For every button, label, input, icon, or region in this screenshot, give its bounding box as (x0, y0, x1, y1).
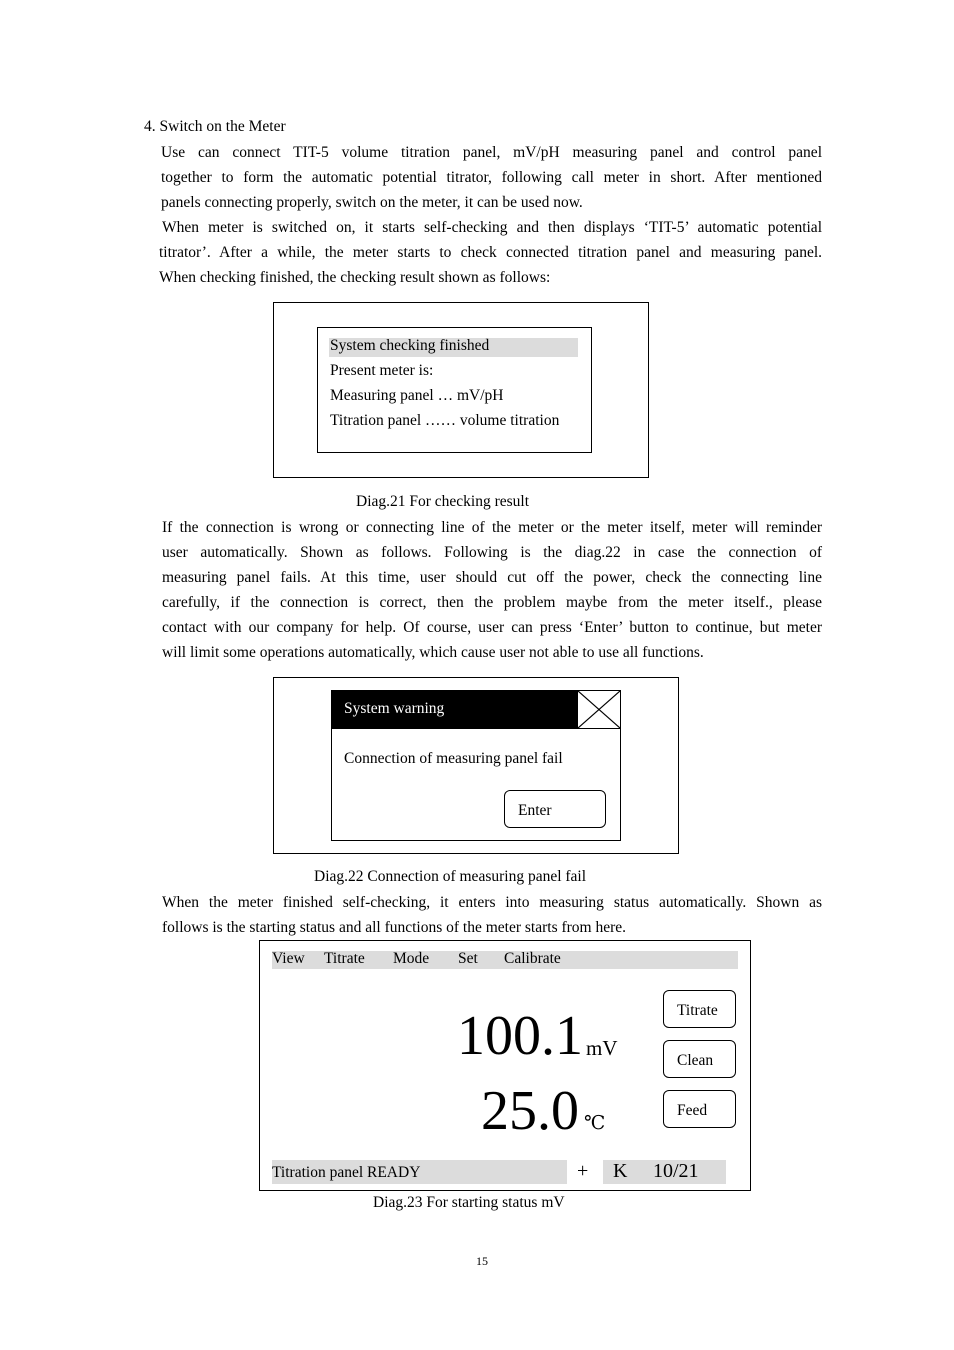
page-number: 15 (476, 1254, 488, 1268)
menu-calibrate[interactable]: Calibrate (504, 950, 561, 967)
titrate-button-label: Titrate (677, 1002, 718, 1019)
text-line: carefully, if the connection is correct, then the problem maybe from the meter itself., please (162, 594, 822, 611)
menu-mode[interactable]: Mode (393, 950, 430, 967)
date-value: 10/21 (653, 1160, 699, 1182)
plus-sign: + (577, 1160, 589, 1182)
paragraph-2 (159, 215, 822, 290)
text-line: If the connection is wrong or connecting line of the meter or the meter itself, meter will reminder (162, 519, 822, 536)
status-text: Titration panel READY (272, 1164, 421, 1181)
mv-reading: 100.1 (457, 1005, 583, 1067)
text-line: contact with our company for help. Of course, user can press ‘Enter’ button to continue, but meter (162, 619, 822, 636)
clean-button[interactable] (663, 1040, 736, 1078)
text-line: Use can connect TIT-5 volume titration panel, mV/pH measuring panel and control panel (161, 144, 822, 161)
menu-set[interactable]: Set (458, 950, 478, 967)
text-line: When the meter finished self-checking, it enters into measuring status automatically. Shown as (162, 894, 822, 911)
paragraph-1 (161, 140, 822, 215)
k-label: K (613, 1160, 628, 1182)
paragraph-3 (162, 515, 822, 665)
menu-view[interactable]: View (272, 950, 305, 967)
menu-titrate[interactable]: Titrate (324, 950, 365, 967)
close-icon[interactable] (577, 690, 621, 729)
paragraph-4 (162, 890, 822, 940)
feed-button[interactable] (663, 1090, 736, 1128)
temperature-reading: 25.0 (481, 1080, 579, 1142)
warning-title: System warning (344, 700, 445, 717)
text-line: When meter is switched on, it starts self-checking and then displays ‘TIT-5’ automatic potential (162, 219, 822, 236)
text-line: panels connecting properly, switch on the meter, it can be used now. (161, 194, 583, 211)
diag21-line-2: Present meter is: (330, 362, 434, 379)
titrate-button[interactable] (663, 990, 736, 1028)
enter-button-label: Enter (518, 802, 552, 819)
feed-button-label: Feed (677, 1102, 708, 1119)
diag21-line-3: Measuring panel … mV/pH (330, 387, 504, 404)
text-line: When checking finished, the checking result shown as follows: (159, 269, 551, 286)
text-line: titrator’. After a while, the meter starts to check connected titration panel and measuring panel. (159, 244, 822, 261)
diag21-line-4: Titration panel …… volume titration (330, 412, 560, 429)
text-line: together to form the automatic potential titrator, following call meter in short. After mentioned (161, 169, 822, 186)
text-line: follows is the starting status and all functions of the meter starts from here. (162, 919, 627, 936)
diag21-line-1: System checking finished (330, 337, 490, 354)
diag21-caption: Diag.21 For checking result (356, 493, 530, 510)
text-line: measuring panel fails. At this time, user should cut off the power, check the connecting line (162, 569, 822, 586)
enter-button[interactable] (504, 790, 606, 828)
mv-unit: mV (586, 1036, 618, 1060)
diag22-caption: Diag.22 Connection of measuring panel fail (314, 868, 587, 885)
clean-button-label: Clean (677, 1052, 714, 1069)
text-line: will limit some operations automatically, which cause user not able to use all functions. (162, 644, 704, 661)
diag23-caption: Diag.23 For starting status mV (373, 1194, 565, 1211)
temperature-unit: ℃ (584, 1113, 606, 1134)
section-heading: 4. Switch on the Meter (144, 118, 286, 135)
text-line: user automatically. Shown as follows. Following is the diag.22 in case the connection of (162, 544, 822, 561)
warning-message: Connection of measuring panel fail (344, 750, 563, 767)
